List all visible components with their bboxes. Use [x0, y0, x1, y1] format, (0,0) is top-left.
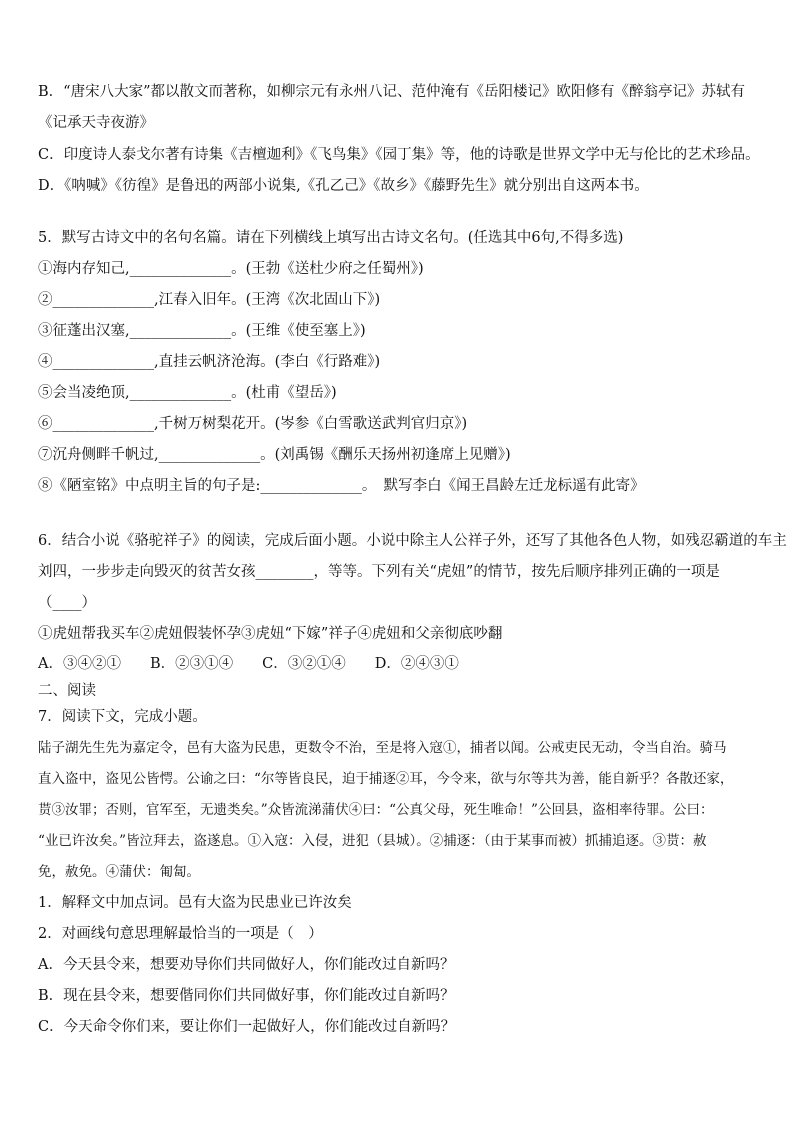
q5-stem: 5．默写古诗文中的名句名篇。请在下列横线上填写出古诗文名句。(任选其中6句,不得多选): [38, 230, 624, 246]
q7-sub2-option-c: C．今天命令你们来，要让你们一起做好人，你们能改过自新吗？: [38, 1019, 456, 1035]
q7-sub1: 1．解释文中加点词。邑有大盗为民患业已许汝矣: [38, 895, 352, 911]
q5-item: ②______________,江春入旧年。(王湾《次北固山下》): [38, 292, 381, 308]
q4-option-b-line2: 《记承天寺夜游》: [38, 115, 154, 131]
q7-sub2: 2．对画线句意思理解最恰当的一项是（ ）: [38, 926, 323, 942]
q4-option-c: C．印度诗人泰戈尔著有诗集《吉檀迦利》《飞鸟集》《园丁集》等，他的诗歌是世界文学中无与伦比的艺术珍品。: [38, 147, 760, 163]
passage-line: 免，赦免。④蒲伏：匍匐。: [38, 864, 200, 880]
q6-answer-blank: （____）: [38, 595, 96, 611]
q6-stem-line1: 6．结合小说《骆驼祥子》的阅读，完成后面小题。小说中除主人公祥子外，还写了其他各色人物，如残忍霸道的车主: [38, 533, 787, 549]
passage-line: 直入盗中，盗见公皆愕。公谕之曰：“尔等皆良民，迫于捕逐②耳，今令来，欲与尔等共为善，能自新乎？各散还家，: [38, 771, 734, 787]
section-heading: 二、阅读: [38, 683, 96, 699]
q5-item: ⑦沉舟侧畔千帆过,______________。(刘禹锡《酬乐天扬州初逢席上见赠》): [38, 447, 511, 463]
q5-item: ④______________,直挂云帆济沧海。(李白《行路难》): [38, 354, 381, 370]
q4-option-b-line1: B．“唐宋八大家”都以散文而著称，如柳宗元有永州八记、范仲淹有《岳阳楼记》欧阳修有《醉翁亭记》苏轼有: [38, 84, 745, 100]
q5-item: ⑤会当凌绝顶,______________。(杜甫《望岳》): [38, 385, 337, 401]
q7-stem: 7．阅读下文，完成小题。: [38, 709, 207, 725]
passage-line: 贳③汝罪；否则，官军至，无遗类矣。”众皆流涕蒲伏④曰：“公真父母，死生唯命！”公回县，盗相率待罪。公曰：: [38, 802, 714, 818]
q5-item: ⑧《陋室铭》中点明主旨的句子是:______________。 默写李白《闻王昌龄左迁龙标遥有此寄》: [38, 478, 645, 494]
q5-item: ③征蓬出汉塞,______________。(王维《使至塞上》): [38, 323, 366, 339]
q7-sub2-option-b: B．现在县令来，想要偕同你们共同做好事，你们能改过自新吗？: [38, 988, 455, 1004]
q7-sub2-option-a: A．今天县令来，想要劝导你们共同做好人，你们能改过自新吗？: [38, 957, 455, 973]
q5-item: ①海内存知己,______________。(王勃《送杜少府之任蜀州》): [38, 261, 424, 277]
q4-option-d: D．《呐喊》《彷徨》是鲁迅的两部小说集,《孔乙己》《故乡》《藤野先生》就分别出自这两本书。: [38, 178, 649, 194]
passage-line: 陆子湖先生先为嘉定令，邑有大盗为民患，更数令不治，至是将入寇①，捕者以闻。公戒吏民无动，令当自治。骑马: [38, 740, 727, 756]
q6-events: ①虎妞帮我买车②虎妞假装怀孕③虎妞“下嫁”祥子④虎妞和父亲彻底吵翻: [38, 626, 503, 642]
q6-options: A．③④②① B．②③①④ C．③②①④ D．②④③①: [38, 656, 459, 672]
q6-stem-line2: 刘四，一步步走向毁灭的贫苦女孩________，等等。下列有关“虎妞”的情节，按先后顺序排列正确的一项是: [38, 564, 720, 580]
q5-item: ⑥______________,千树万树梨花开。(岑参《白雪歌送武判官归京》): [38, 416, 468, 432]
passage-line: “业已许汝矣。”皆泣拜去，盗遂息。①入寇：入侵，进犯（县城）。②捕逐：（由于某事而被）抓捕追逐。③贳：赦: [38, 833, 707, 849]
